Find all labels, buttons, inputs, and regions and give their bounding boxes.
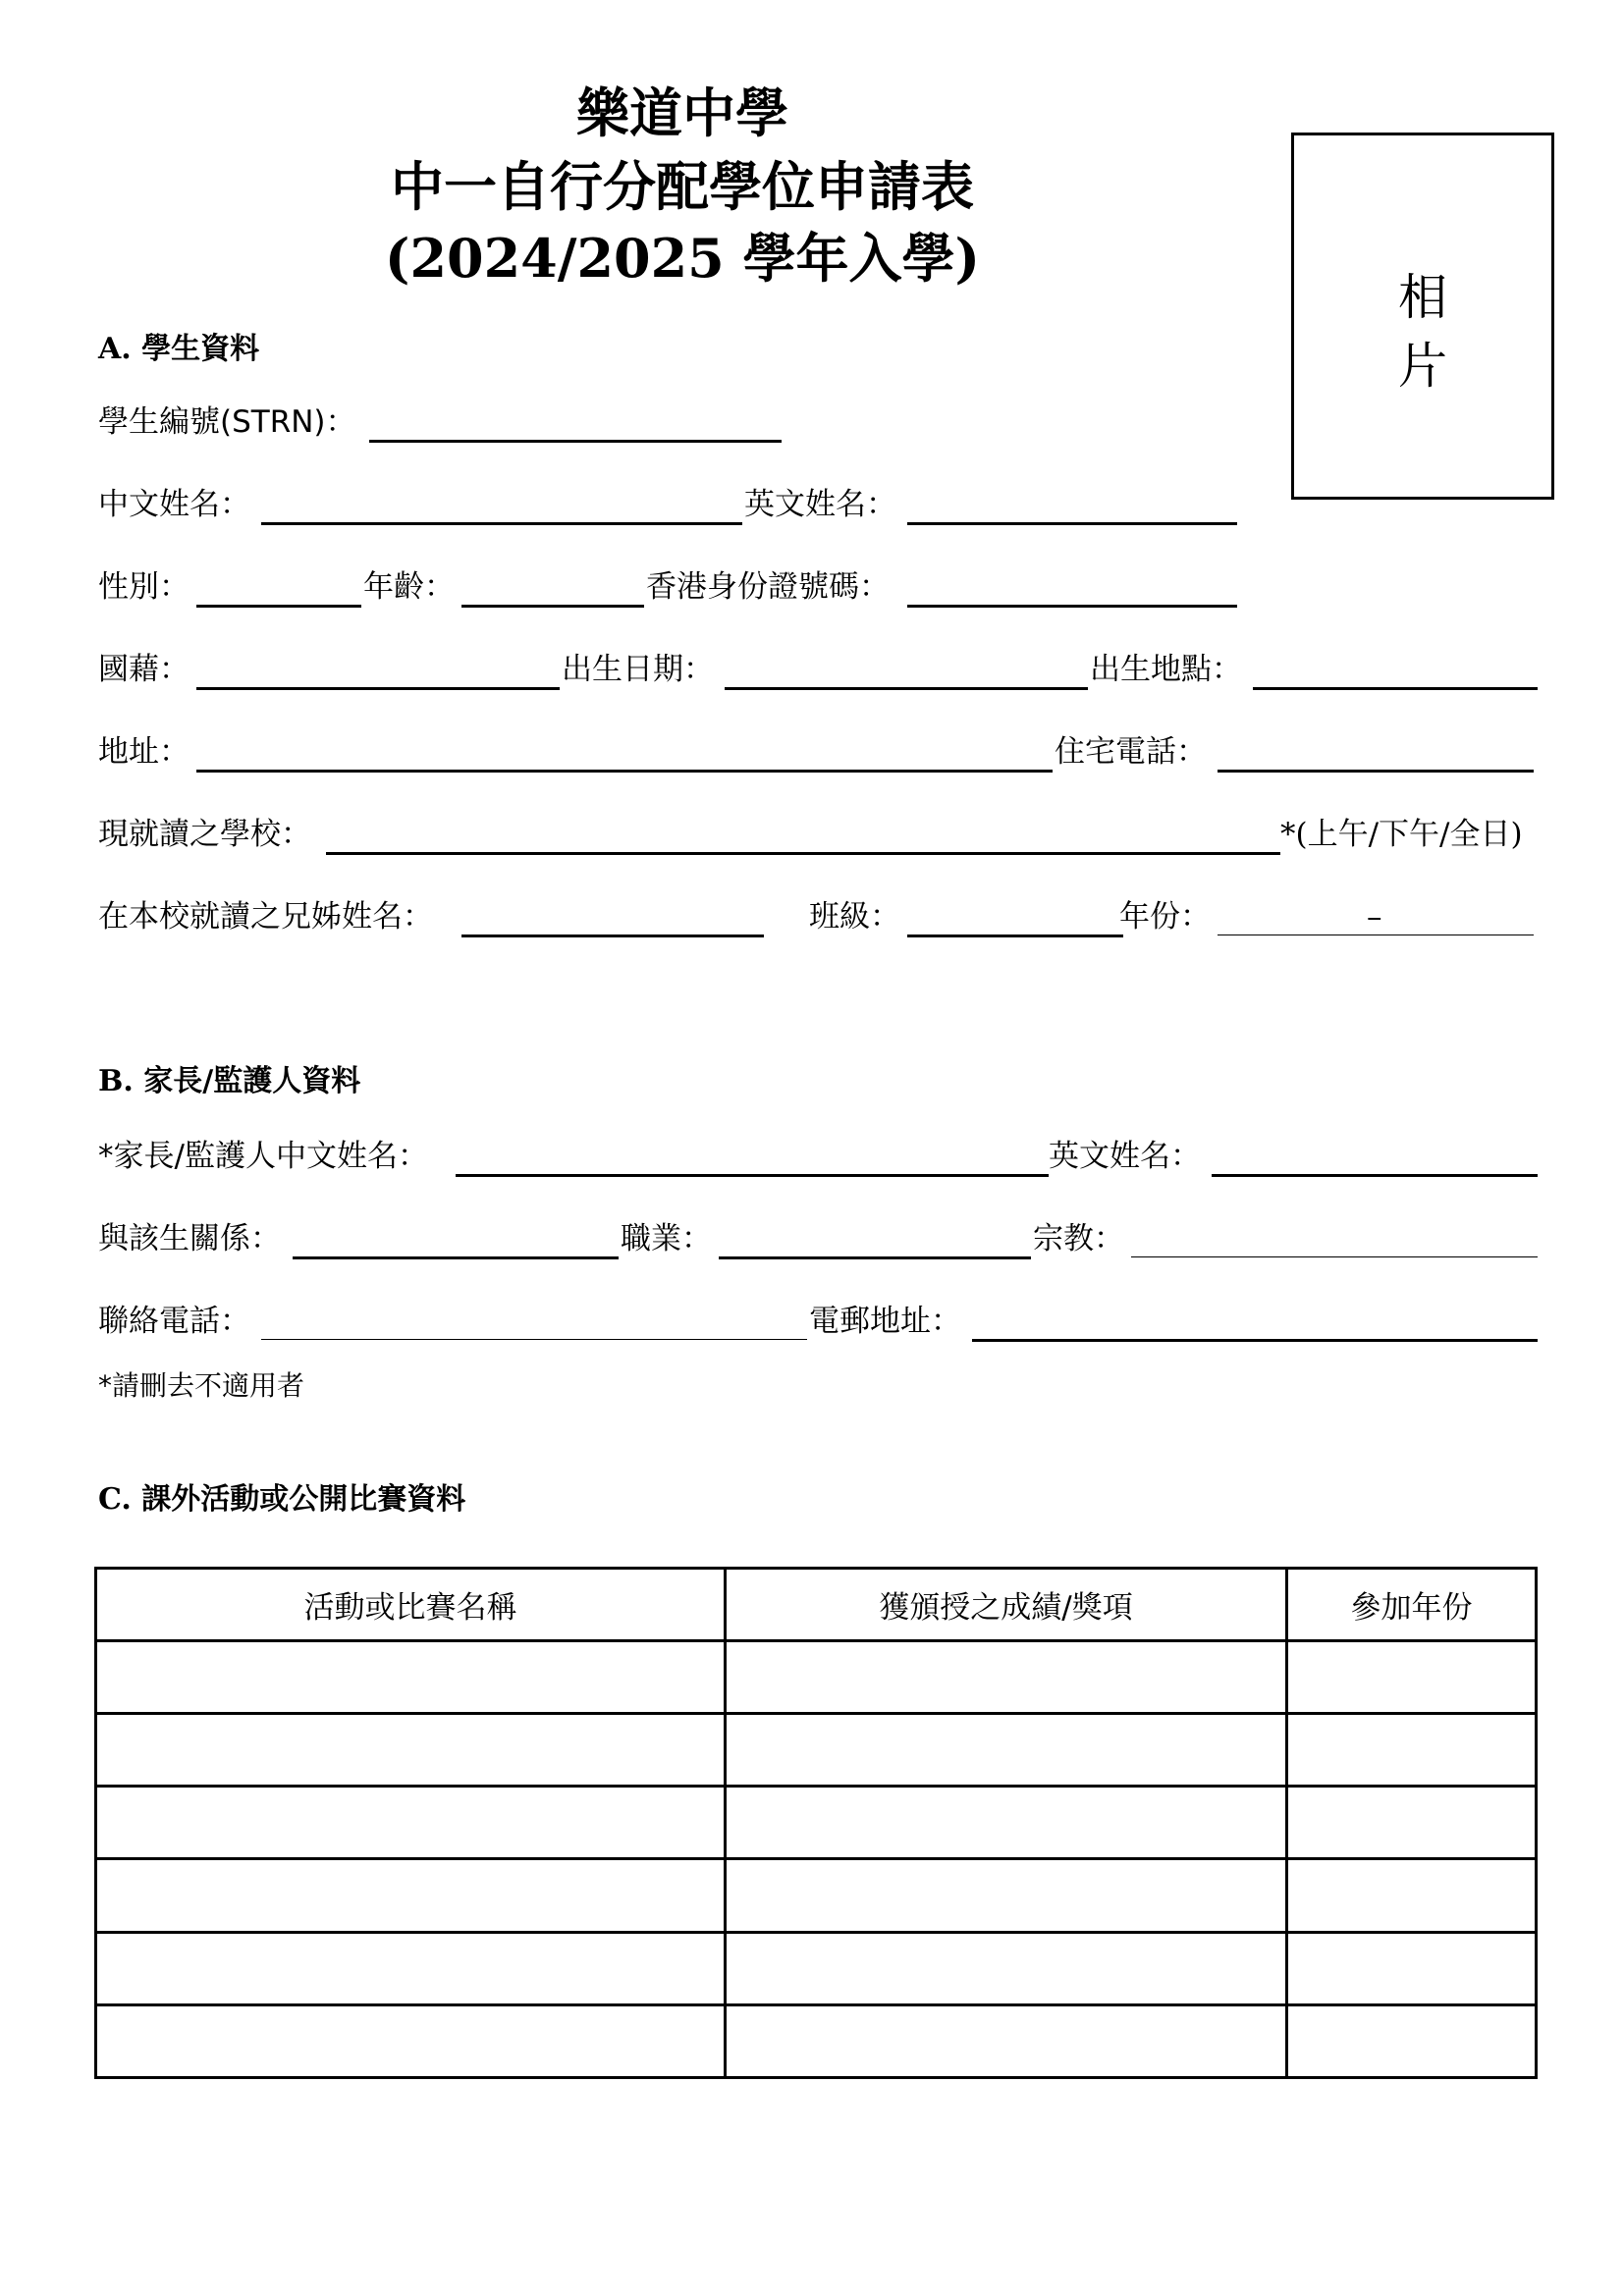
contact-phone-field[interactable] (261, 1339, 807, 1340)
contact-phone-label: 聯絡電話： (98, 1304, 250, 1339)
occupation-label: 職業： (621, 1221, 712, 1256)
hkid-label: 香港身份證號碼： (646, 569, 890, 605)
activities-table (94, 1567, 1538, 2079)
activity-cell[interactable] (96, 1859, 726, 1932)
award-cell[interactable] (726, 1859, 1287, 1932)
birthplace-label: 出生地點： (1090, 652, 1242, 687)
year-cell[interactable] (1287, 1714, 1537, 1787)
dob-field[interactable] (725, 687, 1088, 690)
current-school-field[interactable] (326, 852, 1280, 855)
religion-label: 宗教： (1033, 1221, 1124, 1256)
address-field[interactable] (196, 770, 1053, 773)
table-row (96, 1859, 1537, 1932)
table-row (96, 1932, 1537, 2004)
table-row (96, 1714, 1537, 1787)
chinese-name-field[interactable] (261, 522, 742, 525)
year-cell[interactable] (1287, 1641, 1537, 1714)
parent-english-name-label: 英文姓名： (1049, 1139, 1201, 1174)
section-a-title: A. 學生資料 (98, 332, 260, 366)
table-row (96, 1787, 1537, 1859)
age-label: 年齡： (363, 569, 455, 605)
nationality-field[interactable] (196, 687, 560, 690)
year-cell[interactable] (1287, 2004, 1537, 2077)
current-school-label: 現就讀之學校： (98, 817, 311, 852)
gender-field[interactable] (196, 605, 361, 608)
relationship-label: 與該生關係： (98, 1221, 281, 1256)
sibling-name-field[interactable] (461, 934, 764, 937)
year-separator: – (1367, 899, 1382, 934)
age-field[interactable] (461, 605, 644, 608)
header-activity-name: 活動或比賽名稱 (96, 1569, 726, 1641)
strn-label: 學生編號(STRN)： (98, 404, 356, 440)
gender-label: 性別： (98, 569, 189, 605)
activity-cell[interactable] (96, 1787, 726, 1859)
home-phone-field[interactable] (1218, 770, 1534, 773)
header-award: 獲頒授之成績/獎項 (726, 1569, 1287, 1641)
nationality-label: 國藉： (98, 652, 189, 687)
award-cell[interactable] (726, 1932, 1287, 2004)
award-cell[interactable] (726, 1787, 1287, 1859)
address-label: 地址： (98, 734, 189, 770)
strn-field[interactable] (369, 440, 782, 443)
award-cell[interactable] (726, 2004, 1287, 2077)
class-field[interactable] (907, 934, 1123, 937)
section-b-title: B. 家長/監護人資料 (98, 1064, 361, 1098)
year-cell[interactable] (1287, 1787, 1537, 1859)
section-c-title: C. 課外活動或公開比賽資料 (98, 1482, 466, 1517)
header-year: 參加年份 (1287, 1569, 1537, 1641)
parent-chinese-name-label: *家長/監護人中文姓名： (98, 1139, 428, 1174)
home-phone-label: 住宅電話： (1055, 734, 1207, 770)
english-name-label: 英文姓名： (744, 487, 896, 522)
year-cell[interactable] (1287, 1859, 1537, 1932)
form-year: (2024/2025 學年入學) (384, 227, 981, 290)
table-row (96, 1641, 1537, 1714)
birthplace-field[interactable] (1253, 687, 1538, 690)
activity-cell[interactable] (96, 1714, 726, 1787)
relationship-field[interactable] (293, 1256, 619, 1259)
delete-note: *請刪去不適用者 (98, 1369, 305, 1402)
school-name: 樂道中學 (576, 81, 788, 144)
email-label: 電郵地址： (809, 1304, 961, 1339)
year-label: 年份： (1119, 899, 1211, 934)
activity-cell[interactable] (96, 1932, 726, 2004)
activity-cell[interactable] (96, 2004, 726, 2077)
parent-english-name-field[interactable] (1212, 1174, 1538, 1177)
dob-label: 出生日期： (562, 652, 714, 687)
parent-chinese-name-field[interactable] (456, 1174, 1049, 1177)
email-field[interactable] (972, 1339, 1538, 1342)
photo-box[interactable] (1291, 133, 1554, 500)
hkid-field[interactable] (907, 605, 1237, 608)
table-header-row (96, 1569, 1537, 1641)
year-cell[interactable] (1287, 1932, 1537, 2004)
award-cell[interactable] (726, 1714, 1287, 1787)
table-row (96, 2004, 1537, 2077)
sibling-label: 在本校就讀之兄姊姓名： (98, 899, 433, 934)
award-cell[interactable] (726, 1641, 1287, 1714)
class-label: 班級： (809, 899, 900, 934)
photo-label-1: 相 (1398, 269, 1447, 326)
activity-cell[interactable] (96, 1641, 726, 1714)
form-title: 中一自行分配學位申請表 (391, 155, 974, 218)
english-name-field[interactable] (907, 522, 1237, 525)
occupation-field[interactable] (719, 1256, 1031, 1259)
religion-field[interactable] (1131, 1256, 1538, 1257)
photo-label-2: 片 (1398, 338, 1447, 395)
session-options: *(上午/下午/全日) (1280, 817, 1523, 852)
chinese-name-label: 中文姓名： (98, 487, 250, 522)
